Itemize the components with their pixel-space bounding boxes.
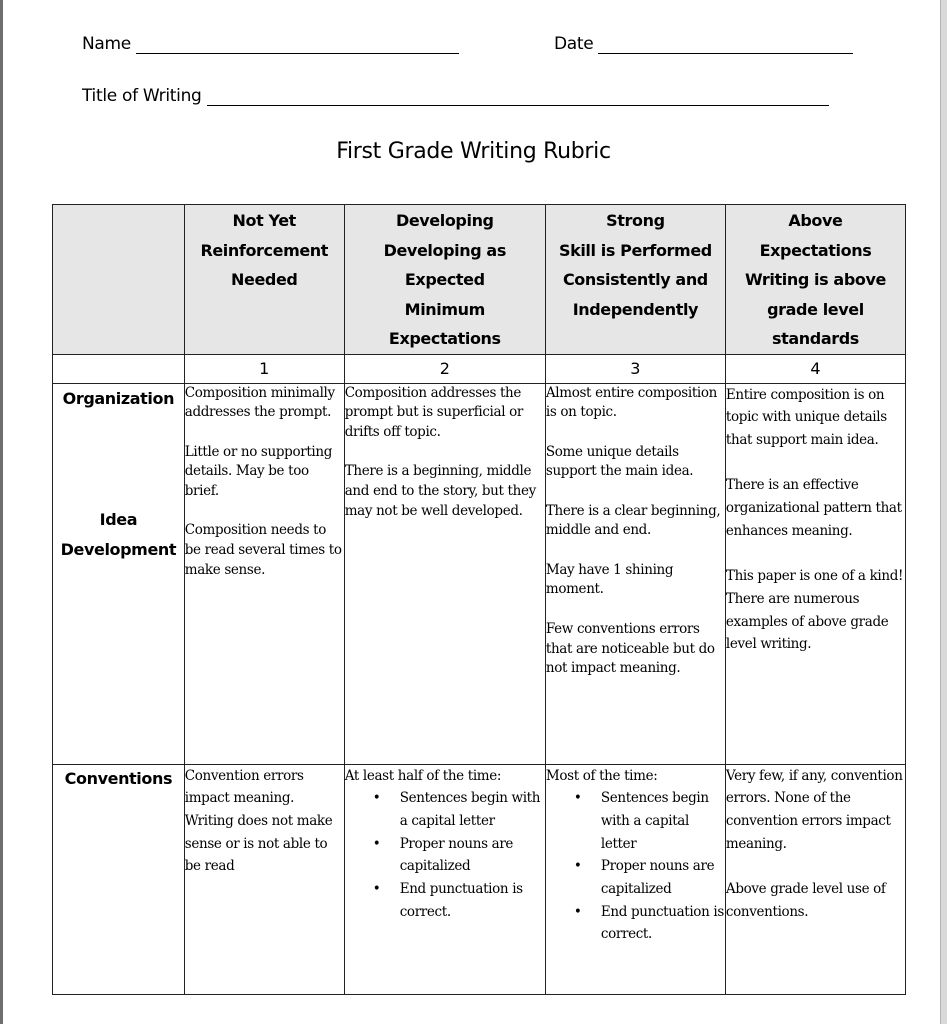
corner-cell [53, 205, 185, 355]
list-item: • End punctuation is correct. [546, 901, 725, 946]
score-row [53, 354, 906, 383]
score-2: 2 [344, 354, 545, 383]
level-header-row [53, 205, 906, 355]
criteria-conventions [53, 764, 185, 994]
list-item: • Sentences begin with a capital letter [345, 787, 545, 832]
bullet-icon: • [372, 835, 381, 852]
score-1: 1 [184, 354, 344, 383]
criteria-organization-idea [53, 383, 185, 764]
date-field-row [554, 34, 853, 54]
level-header-3: Strong Skill is Performed Consistently and Independently [545, 205, 725, 355]
name-field-row [82, 34, 459, 54]
conv-level-1-cell: Convention errors impact meaning. Writing does not make sense or is not able to be read [184, 764, 344, 994]
list-item: • Sentences begin with a capital letter [546, 787, 725, 855]
list-item: • End punctuation is correct. [345, 878, 545, 923]
score-3: 3 [545, 354, 725, 383]
organization-idea-row [53, 383, 906, 764]
document-title: First Grade Writing Rubric [336, 139, 611, 164]
name-label: Name [82, 34, 131, 54]
name-blank[interactable] [136, 35, 459, 54]
list-item: • Proper nouns are capitalized [345, 833, 545, 878]
score-4: 4 [725, 354, 905, 383]
date-blank[interactable] [598, 35, 853, 54]
conv-level-2-cell: At least half of the time: • Sentences begin with a capital letter • Proper nouns are capitalized • End punctuation is correct. [344, 764, 545, 994]
bullet-icon: • [573, 858, 582, 875]
org-level-2-cell: Composition addresses the prompt but is superficial or drifts off topic. There is a beginning, middle and end to the story, but they may not be well developed. [344, 383, 545, 764]
conv-level-3-cell: Most of the time: • Sentences begin with a capital letter • Proper nouns are capitalized • End punctuation is correct. [545, 764, 725, 994]
criteria-conventions-label: Conventions [64, 768, 173, 788]
bullet-icon: • [372, 881, 381, 898]
title-of-writing-row [82, 86, 829, 106]
title-of-writing-blank[interactable] [207, 87, 829, 106]
bullet-icon: • [573, 790, 582, 807]
criteria-organization-label: Organization [62, 388, 175, 408]
conv-level-4-cell: Very few, if any, convention errors. None of the convention errors impact meaning. Above grade level use of conventions. [725, 764, 905, 994]
conventions-row [53, 764, 906, 994]
org-level-3-cell: Almost entire composition is on topic. Some unique details support the main idea. There is a clear beginning, middle and end. May have 1 shining moment. Few conventions errors that are noticeable but do not impact meaning. [545, 383, 725, 764]
title-of-writing-label: Title of Writing [82, 86, 202, 106]
level-header-1: Not Yet Reinforcement Needed [184, 205, 344, 355]
conv-level-2-list [345, 787, 545, 923]
conv-level-3-list [546, 787, 725, 946]
bullet-icon: • [573, 903, 582, 920]
level-header-4: Above Expectations Writing is above grade level standards [725, 205, 905, 355]
date-label: Date [554, 34, 594, 54]
org-level-1-cell: Composition minimally addresses the prompt. Little or no supporting details. May be too brief. Composition needs to be read several times to make sense. [184, 383, 344, 764]
level-header-2: Developing Developing as Expected Minimum Expectations [344, 205, 545, 355]
list-item: • Proper nouns are capitalized [546, 855, 725, 900]
bullet-icon: • [372, 790, 381, 807]
org-level-4-cell: Entire composition is on topic with unique details that support main idea. There is an effective organizational pattern that enhances meaning. This paper is one of a kind! There are numerous examples of above grade level writing. [725, 383, 905, 764]
score-row-label-cell [53, 354, 185, 383]
rubric-table [52, 204, 906, 995]
criteria-idea-development-label: Idea Development [60, 509, 177, 559]
